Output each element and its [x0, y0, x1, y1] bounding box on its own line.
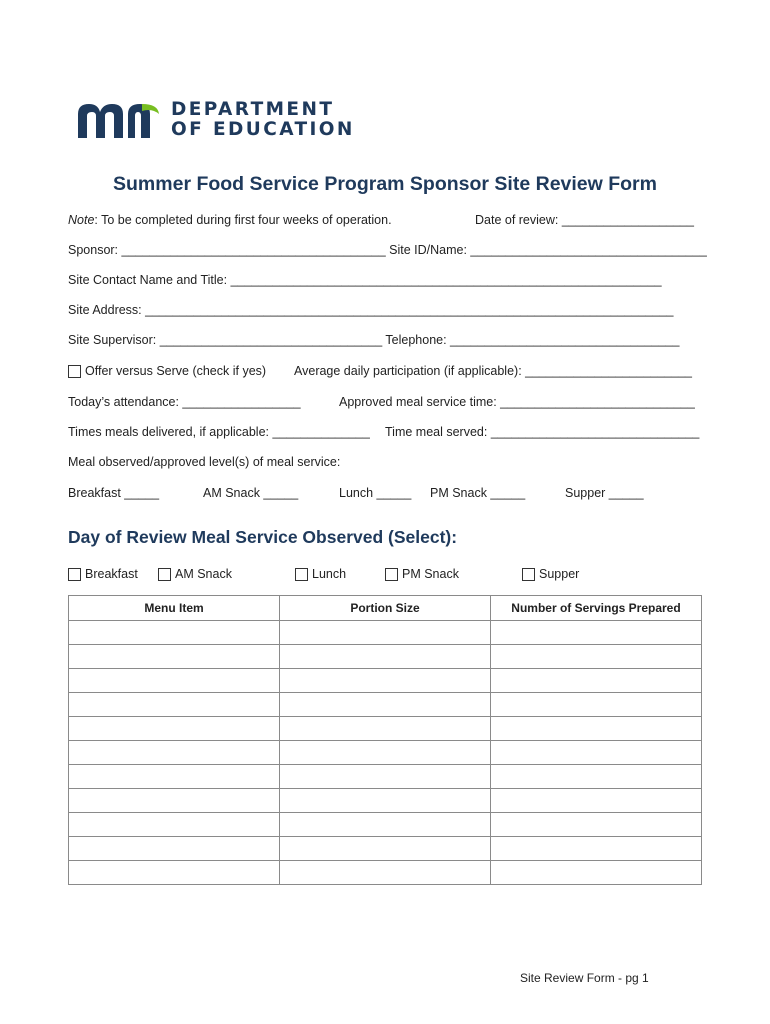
- observed-pm-snack-checkbox[interactable]: [385, 568, 398, 581]
- table-header-row: [69, 596, 702, 621]
- portion-size-cell[interactable]: [280, 765, 491, 789]
- menu-item-cell[interactable]: [69, 717, 280, 741]
- table-row: [69, 765, 702, 789]
- logo-line-1: DEPARTMENT: [171, 99, 335, 120]
- portion-size-cell[interactable]: [280, 717, 491, 741]
- servings-cell[interactable]: [491, 837, 702, 861]
- approved-time-field[interactable]: Approved meal service time: ____________________________: [339, 395, 695, 409]
- offer-vs-serve-label: Offer versus Serve (check if yes): [85, 364, 267, 378]
- servings-cell[interactable]: [491, 645, 702, 669]
- table-row: [69, 861, 702, 885]
- header-portion-size: Portion Size: [280, 596, 491, 621]
- servings-cell[interactable]: [491, 813, 702, 837]
- offer-vs-serve-checkbox[interactable]: [68, 365, 81, 378]
- menu-item-cell[interactable]: [69, 861, 280, 885]
- level-breakfast-field[interactable]: Breakfast _____: [68, 486, 160, 500]
- logo-text: [171, 100, 355, 140]
- portion-size-cell[interactable]: [280, 741, 491, 765]
- observed-heading: Day of Review Meal Service Observed (Select):: [68, 527, 458, 547]
- observed-supper-label: Supper: [539, 567, 580, 581]
- servings-cell[interactable]: [491, 765, 702, 789]
- portion-size-cell[interactable]: [280, 837, 491, 861]
- menu-item-cell[interactable]: [69, 765, 280, 789]
- table-row: [69, 693, 702, 717]
- meal-observed-label: Meal observed/approved level(s) of meal service:: [68, 455, 341, 469]
- level-am-snack-field[interactable]: AM Snack _____: [203, 486, 299, 500]
- observed-lunch-option[interactable]: [295, 567, 346, 581]
- table-row: [69, 717, 702, 741]
- portion-size-cell[interactable]: [280, 813, 491, 837]
- servings-cell[interactable]: [491, 669, 702, 693]
- table-row: [69, 741, 702, 765]
- menu-item-cell[interactable]: [69, 789, 280, 813]
- date-of-review-field[interactable]: Date of review: ___________________: [475, 213, 694, 227]
- table-body: [69, 621, 702, 885]
- offer-vs-serve-option[interactable]: [68, 364, 266, 378]
- table-row: [69, 621, 702, 645]
- observed-am-snack-option[interactable]: [158, 567, 232, 581]
- menu-item-cell[interactable]: [69, 813, 280, 837]
- menu-item-cell[interactable]: [69, 669, 280, 693]
- menu-item-cell[interactable]: [69, 693, 280, 717]
- menu-item-cell[interactable]: [69, 645, 280, 669]
- observed-am-snack-label: AM Snack: [175, 567, 232, 581]
- menu-table: [68, 595, 702, 885]
- observed-pm-snack-label: PM Snack: [402, 567, 459, 581]
- table-row: [69, 789, 702, 813]
- level-lunch-field[interactable]: Lunch _____: [339, 486, 412, 500]
- logo-line-2: OF EDUCATION: [171, 119, 355, 140]
- table-row: [69, 837, 702, 861]
- page-footer: Site Review Form - pg 1: [520, 971, 649, 985]
- mn-logo-icon: [76, 100, 162, 140]
- servings-cell[interactable]: [491, 861, 702, 885]
- portion-size-cell[interactable]: [280, 669, 491, 693]
- servings-cell[interactable]: [491, 741, 702, 765]
- servings-cell[interactable]: [491, 789, 702, 813]
- observed-lunch-checkbox[interactable]: [295, 568, 308, 581]
- portion-size-cell[interactable]: [280, 693, 491, 717]
- portion-size-cell[interactable]: [280, 645, 491, 669]
- menu-item-cell[interactable]: [69, 621, 280, 645]
- servings-cell[interactable]: [491, 621, 702, 645]
- form-title: Summer Food Service Program Sponsor Site Review Form: [113, 173, 657, 195]
- avg-participation-field[interactable]: Average daily participation (if applicable): ________________________: [294, 364, 692, 378]
- observed-breakfast-label: Breakfast: [85, 567, 138, 581]
- table-row: [69, 813, 702, 837]
- site-address-field[interactable]: Site Address: ____________________________________________________________________________: [68, 303, 674, 317]
- todays-attendance-field[interactable]: Today’s attendance: _________________: [68, 395, 301, 409]
- observed-am-snack-checkbox[interactable]: [158, 568, 171, 581]
- observed-supper-checkbox[interactable]: [522, 568, 535, 581]
- note-label: Note: [68, 213, 95, 227]
- portion-size-cell[interactable]: [280, 861, 491, 885]
- observed-lunch-label: Lunch: [312, 567, 347, 581]
- times-delivered-field[interactable]: Times meals delivered, if applicable: ______________: [68, 425, 370, 439]
- table-row: [69, 645, 702, 669]
- observed-breakfast-checkbox[interactable]: [68, 568, 81, 581]
- note-line: [68, 213, 392, 227]
- portion-size-cell[interactable]: [280, 789, 491, 813]
- site-contact-field[interactable]: Site Contact Name and Title: ______________________________________________________________: [68, 273, 662, 287]
- sponsor-field[interactable]: Sponsor: ______________________________________ Site ID/Name: __________________________________: [68, 243, 707, 257]
- header-servings-prepared: Number of Servings Prepared: [491, 596, 702, 621]
- observed-supper-option[interactable]: [522, 567, 579, 581]
- observed-breakfast-option[interactable]: [68, 567, 138, 581]
- portion-size-cell[interactable]: [280, 621, 491, 645]
- observed-pm-snack-option[interactable]: [385, 567, 459, 581]
- menu-item-cell[interactable]: [69, 837, 280, 861]
- level-pm-snack-field[interactable]: PM Snack _____: [430, 486, 526, 500]
- servings-cell[interactable]: [491, 693, 702, 717]
- time-served-field[interactable]: Time meal served: ______________________________: [385, 425, 700, 439]
- servings-cell[interactable]: [491, 717, 702, 741]
- header-menu-item: Menu Item: [69, 596, 280, 621]
- level-supper-field[interactable]: Supper _____: [565, 486, 644, 500]
- menu-item-cell[interactable]: [69, 741, 280, 765]
- table-row: [69, 669, 702, 693]
- site-supervisor-field[interactable]: Site Supervisor: ________________________________ Telephone: _________________________________: [68, 333, 680, 347]
- note-text: : To be completed during first four weeks of operation.: [94, 213, 392, 227]
